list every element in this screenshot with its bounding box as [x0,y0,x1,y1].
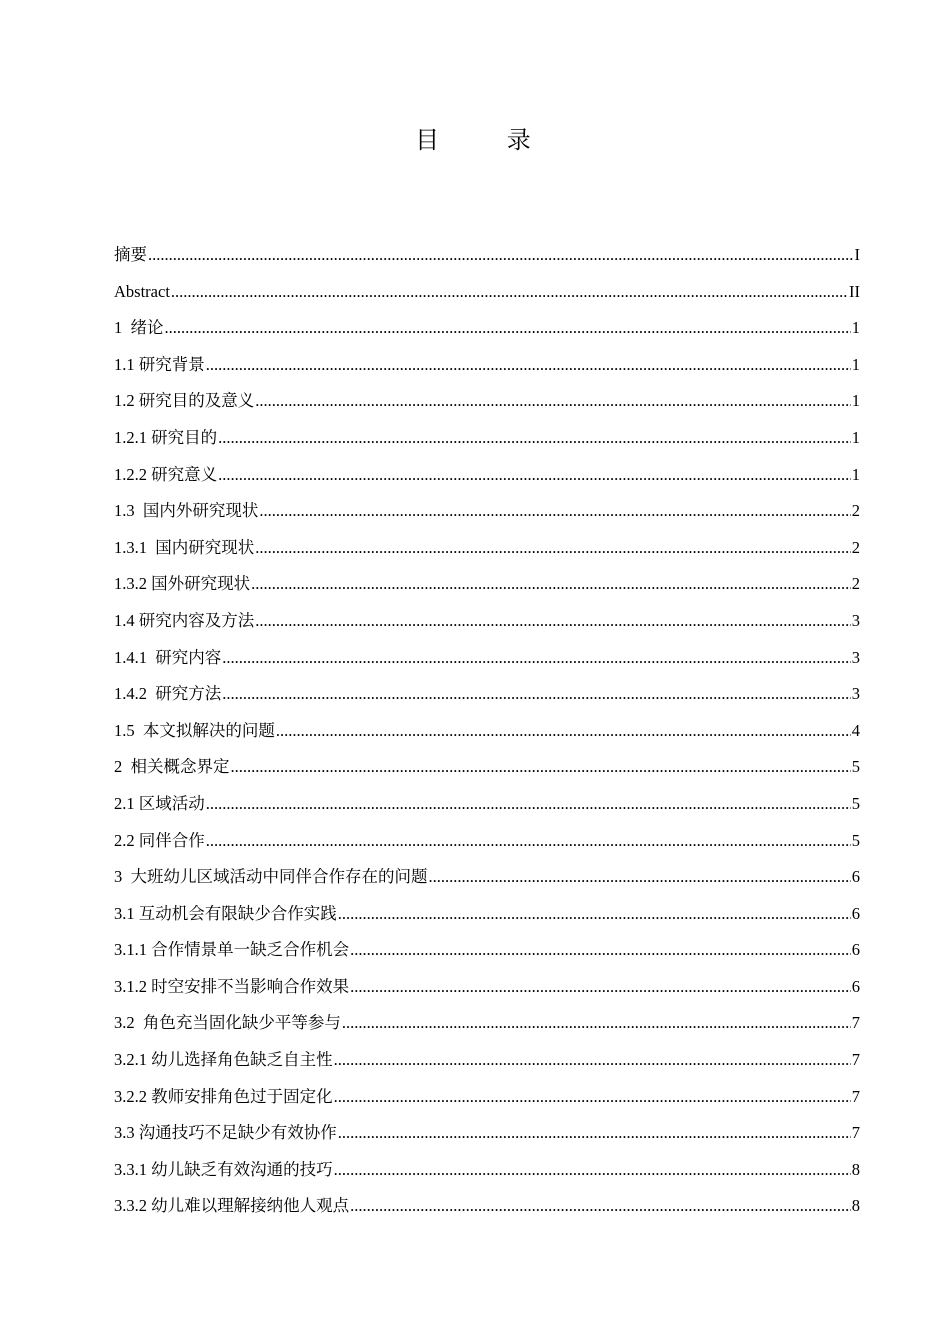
toc-entry[interactable] [114,1115,860,1152]
toc-entry[interactable] [114,347,860,384]
toc-entry[interactable] [114,896,860,933]
toc-entry-title: 3.2.2 教师安排角色过于固定化 [114,1086,333,1106]
toc-entry-title: 2 相关概念界定 [114,757,230,777]
toc-entry[interactable] [114,493,860,530]
toc-entry-title: 1.1 研究背景 [114,354,205,374]
toc-dot-leader [251,566,851,603]
toc-dot-leader [334,1042,851,1079]
toc-page-number: 7 [851,1013,860,1033]
toc-entry[interactable] [114,603,860,640]
toc-entry-title: 3.2.1 幼儿选择角色缺乏自主性 [114,1050,333,1070]
toc-page-number: 2 [851,501,860,521]
toc-entry-title: 1.2.2 研究意义 [114,464,218,484]
toc-entry-title: 1.2.1 研究目的 [114,427,218,447]
toc-dot-leader [206,823,851,860]
toc-dot-leader [276,713,851,750]
toc-entry-title: 1.3.1 国内研究现状 [114,537,255,557]
table-of-contents [114,237,860,1225]
toc-entry[interactable] [114,566,860,603]
toc-page-number: 7 [851,1086,860,1106]
toc-page-number: 5 [851,793,860,813]
toc-entry[interactable] [114,310,860,347]
toc-page-number: 6 [851,976,860,996]
toc-entry-title: 1.5 本文拟解决的问题 [114,720,275,740]
toc-entry-title: 1.4.2 研究方法 [114,684,222,704]
toc-dot-leader [429,859,851,896]
toc-entry[interactable] [114,457,860,494]
toc-entry[interactable] [114,530,860,567]
page-title: 目 录 [415,126,561,154]
toc-page-number: 4 [851,720,860,740]
toc-entry-title: Abstract [114,281,170,301]
toc-page-number: 8 [851,1196,860,1216]
toc-entry-title: 3.3.1 幼儿缺乏有效沟通的技巧 [114,1159,333,1179]
toc-page-number: 3 [851,647,860,667]
toc-entry-title: 3.3.2 幼儿难以理解接纳他人观点 [114,1196,350,1216]
toc-page-number: 1 [851,464,860,484]
toc-entry-title: 3.2 角色充当固化缺少平等参与 [114,1013,341,1033]
toc-dot-leader [148,237,854,274]
toc-page-number: 5 [851,830,860,850]
toc-entry-title: 1.3.2 国外研究现状 [114,574,251,594]
toc-page-number: 1 [851,318,860,338]
toc-dot-leader [218,420,851,457]
toc-page-number: 1 [851,427,860,447]
toc-page-number: 7 [851,1123,860,1143]
toc-entry-title: 3.3 沟通技巧不足缺少有效协作 [114,1123,337,1143]
toc-entry-title: 2.2 同伴合作 [114,830,205,850]
toc-entry-title: 1.4.1 研究内容 [114,647,222,667]
toc-page-number: 6 [851,940,860,960]
toc-dot-leader [350,932,851,969]
toc-entry[interactable] [114,1188,860,1225]
toc-page-number: 3 [851,684,860,704]
toc-page-number: 6 [851,867,860,887]
toc-dot-leader [350,1188,851,1225]
toc-page-number: 2 [851,537,860,557]
toc-entry[interactable] [114,786,860,823]
toc-dot-leader [171,274,848,311]
toc-page-number: 1 [851,391,860,411]
toc-entry[interactable] [114,237,860,274]
toc-dot-leader [338,1115,851,1152]
toc-entry[interactable] [114,859,860,896]
toc-entry-title: 2.1 区域活动 [114,793,205,813]
toc-page-number: I [854,245,860,264]
toc-entry-title: 3.1.1 合作情景单一缺乏合作机会 [114,940,350,960]
toc-dot-leader [231,749,851,786]
toc-entry[interactable] [114,383,860,420]
toc-entry[interactable] [114,1005,860,1042]
toc-dot-leader [259,493,850,530]
toc-dot-leader [334,1152,851,1189]
toc-dot-leader [165,310,851,347]
toc-dot-leader [342,1005,851,1042]
toc-entry[interactable] [114,1042,860,1079]
toc-entry[interactable] [114,676,860,713]
toc-entry-title: 摘要 [114,245,147,264]
toc-entry[interactable] [114,969,860,1006]
toc-dot-leader [255,530,851,567]
toc-entry-title: 1.2 研究目的及意义 [114,391,255,411]
toc-entry-title: 3.1.2 时空安排不当影响合作效果 [114,976,350,996]
toc-page-number: 1 [851,354,860,374]
toc-entry-title: 1.3 国内外研究现状 [114,501,259,521]
toc-entry-title: 3 大班幼儿区域活动中同伴合作存在的问题 [114,867,428,887]
toc-page-number: 2 [851,574,860,594]
toc-page-number: 5 [851,757,860,777]
toc-entry[interactable] [114,274,860,311]
toc-entry[interactable] [114,1152,860,1189]
toc-entry-title: 1 绪论 [114,318,164,338]
toc-entry-title: 1.4 研究内容及方法 [114,610,255,630]
toc-entry[interactable] [114,420,860,457]
toc-page-number: 3 [851,610,860,630]
toc-dot-leader [218,457,851,494]
toc-dot-leader [255,603,851,640]
toc-dot-leader [350,969,851,1006]
toc-dot-leader [206,347,851,384]
toc-page-number: 6 [851,903,860,923]
toc-dot-leader [206,786,851,823]
toc-page-number: II [849,281,860,301]
toc-entry[interactable] [114,1079,860,1116]
toc-entry[interactable] [114,749,860,786]
toc-dot-leader [255,383,851,420]
toc-page-number: 8 [851,1159,860,1179]
toc-entry[interactable] [114,823,860,860]
toc-dot-leader [338,896,851,933]
toc-entry[interactable] [114,640,860,677]
toc-dot-leader [222,640,851,677]
toc-entry-title: 3.1 互动机会有限缺少合作实践 [114,903,337,923]
toc-entry[interactable] [114,713,860,750]
toc-dot-leader [222,676,851,713]
toc-dot-leader [334,1079,851,1116]
toc-page-number: 7 [851,1050,860,1070]
toc-entry[interactable] [114,932,860,969]
